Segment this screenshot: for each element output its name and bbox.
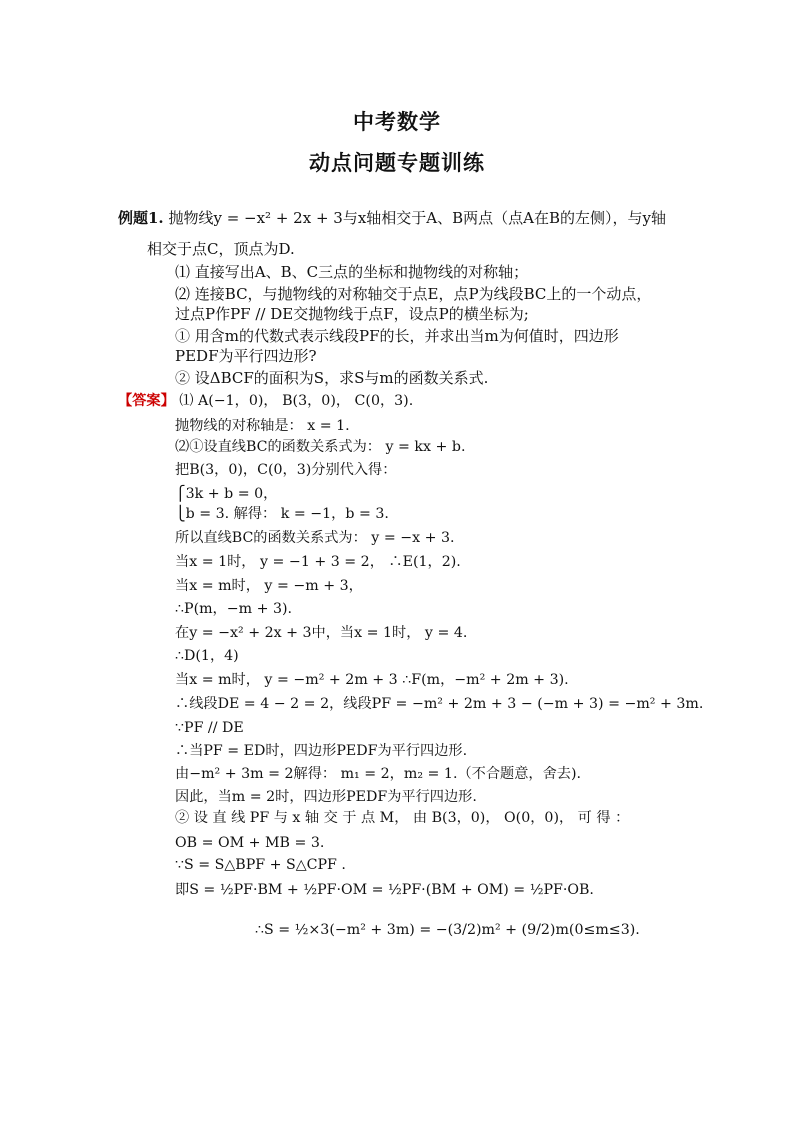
- problem-line: ① 用含m的代数式表示线段PF的长，并求出当m为何值时，四边形: [175, 327, 619, 345]
- answer-text: ⑴ A(−1，0)， B(3，0)， C(0，3).: [179, 393, 414, 409]
- answer-line: ∴D(1，4): [175, 648, 239, 664]
- answer-line: ∴P(m，−m + 3).: [175, 601, 293, 617]
- answer-line: 所以直线BC的函数关系式为： y = −x + 3.: [175, 530, 455, 546]
- answer-line: 由−m² + 3m = 2解得： m₁ = 2，m₂ = 1.（不合题意，舍去).: [175, 766, 582, 782]
- problem-line: PEDF为平行四边形?: [175, 347, 317, 365]
- answer-line: 当x = m时， y = −m + 3，: [175, 578, 363, 594]
- answer-line: ⎩b = 3. 解得： k = −1，b = 3.: [175, 506, 389, 522]
- problem-line: 过点P作PF // DE交抛物线于点F，设点P的横坐标为;: [175, 305, 529, 323]
- answer-line: [118, 391, 413, 411]
- page-subtitle: 动点问题专题训练: [309, 150, 485, 175]
- answer-line: 在y = −x² + 2x + 3中，当x = 1时， y = 4.: [175, 625, 468, 641]
- answer-line: ∵PF // DE: [175, 720, 244, 736]
- problem-text: 抛物线y = −x² + 2x + 3与x轴相交于A、B两点（点A在B的左侧），与y轴: [168, 209, 666, 227]
- answer-line: ② 设 直 线 PF 与 x 轴 交 于 点 M， 由 B(3，0)， O(0，0)， 可 得 ：: [175, 810, 630, 826]
- answer-line: 当x = m时， y = −m² + 2m + 3 ∴F(m，−m² + 2m + 3).: [175, 672, 569, 688]
- problem-label: 例题1.: [118, 209, 164, 227]
- answer-line: ∵S = S△BPF + S△CPF .: [175, 857, 346, 873]
- answer-line: 把B(3，0)，C(0，3)分别代入得：: [175, 462, 397, 478]
- problem-line: ② 设ΔBCF的面积为S，求S与m的函数关系式.: [175, 369, 489, 387]
- problem-line: [118, 208, 666, 228]
- answer-line: 因此，当m = 2时，四边形PEDF为平行四边形.: [175, 789, 477, 805]
- page-title: 中考数学: [353, 109, 441, 134]
- problem-line: ⑵ 连接BC，与抛物线的对称轴交于点E，点P为线段BC上的一个动点，: [175, 285, 652, 303]
- answer-line: ∴线段DE = 4 − 2 = 2，线段PF = −m² + 2m + 3 − (−m + 3) = −m² + 3m.: [175, 696, 704, 712]
- answer-line: 即S = ½PF·BM + ½PF·OM = ½PF·(BM + OM) = ½PF·OB.: [175, 882, 594, 898]
- answer-line: ∴当PF = ED时，四边形PEDF为平行四边形.: [175, 743, 468, 759]
- answer-line: ∴S = ½×3(−m² + 3m) = −(3/2)m² + (9/2)m(0≤m≤3).: [255, 922, 640, 938]
- answer-line: ⑵①设直线BC的函数关系式为： y = kx + b.: [175, 439, 466, 455]
- answer-tag: 【答案】: [118, 393, 175, 409]
- answer-line: 当x = 1时， y = −1 + 3 = 2， ∴E(1，2).: [175, 554, 461, 570]
- problem-line: 相交于点C，顶点为D.: [147, 240, 295, 258]
- answer-line: ⎧3k + b = 0，: [175, 486, 278, 502]
- problem-line: ⑴ 直接写出A、B、C三点的坐标和抛物线的对称轴；: [175, 263, 529, 281]
- answer-line: 抛物线的对称轴是： x = 1.: [175, 418, 350, 434]
- answer-line: OB = OM + MB = 3.: [175, 835, 325, 851]
